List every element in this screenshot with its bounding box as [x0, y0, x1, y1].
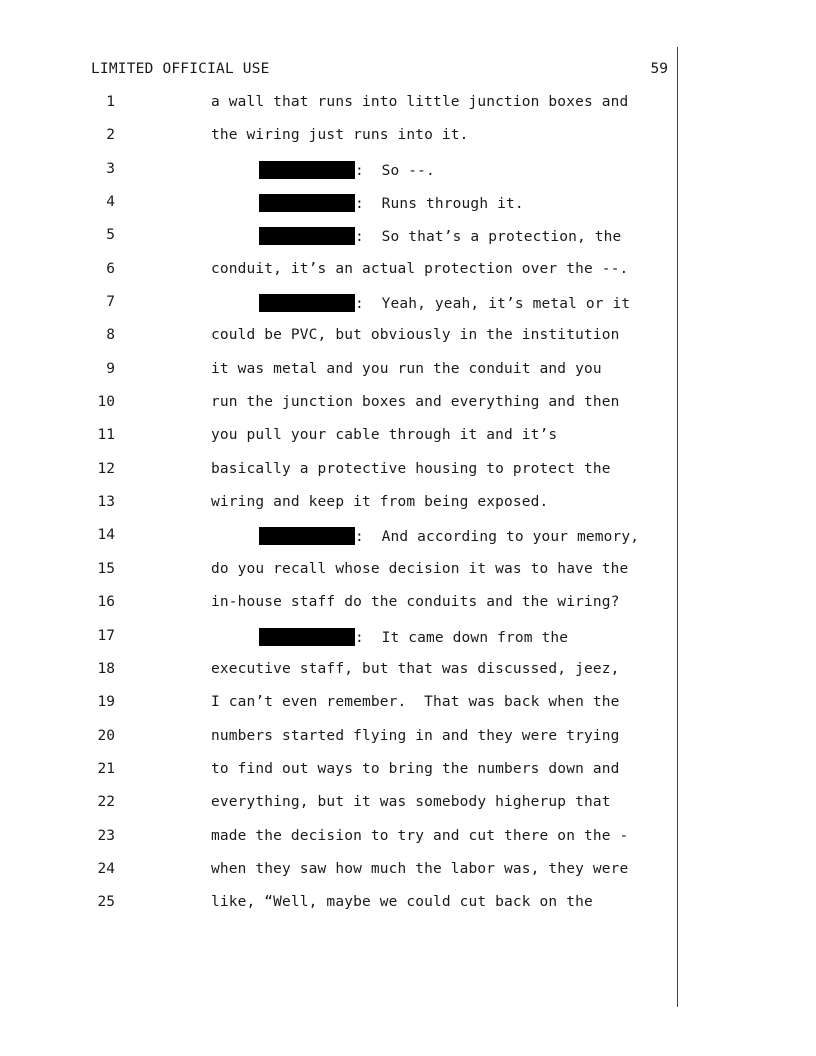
line-number: 13	[97, 494, 115, 511]
line-content: conduit, it’s an actual protection over the --.	[211, 260, 629, 277]
line-number: 17	[97, 627, 115, 644]
line-number: 22	[97, 794, 115, 811]
transcript-line	[0, 459, 816, 492]
line-number: 14	[97, 527, 115, 544]
line-content: : Runs through it.	[355, 196, 524, 213]
line-text	[211, 461, 611, 477]
line-number: 15	[97, 560, 115, 577]
redacted-speaker-name	[259, 227, 355, 245]
transcript-line	[0, 359, 816, 392]
transcript-line	[0, 692, 816, 725]
speaker-line	[259, 227, 621, 245]
line-content: in-house staff do the conduits and the wiring?	[211, 594, 620, 611]
line-content: the wiring just runs into it.	[211, 127, 469, 144]
line-content: run the junction boxes and everything and then	[211, 394, 620, 411]
speaker-line	[259, 628, 568, 646]
transcript-line	[0, 259, 816, 292]
transcript-line	[0, 726, 816, 759]
line-number: 21	[97, 760, 115, 777]
line-number: 6	[106, 260, 115, 277]
transcript-line	[0, 392, 816, 425]
line-content: basically a protective housing to protect the	[211, 460, 611, 477]
line-text	[211, 728, 619, 744]
transcript-body	[0, 92, 816, 926]
transcript-line	[0, 425, 816, 458]
line-number: 9	[106, 360, 115, 377]
line-text	[211, 894, 593, 910]
page-number: 59	[650, 61, 668, 77]
transcript-line	[0, 92, 816, 125]
redacted-speaker-name	[259, 628, 355, 646]
transcript-line	[0, 559, 816, 592]
line-text	[211, 828, 628, 844]
redacted-speaker-name	[259, 527, 355, 545]
transcript-line	[0, 859, 816, 892]
line-text	[211, 861, 628, 877]
line-number: 16	[97, 594, 115, 611]
line-text	[211, 794, 611, 810]
line-content: : And according to your memory,	[355, 529, 640, 546]
line-number: 4	[106, 194, 115, 211]
line-number: 3	[106, 160, 115, 177]
transcript-line	[0, 225, 816, 258]
line-content: when they saw how much the labor was, they were	[211, 860, 629, 877]
speaker-line	[259, 527, 639, 545]
line-number: 7	[106, 294, 115, 311]
transcript-line	[0, 292, 816, 325]
speaker-line	[259, 194, 524, 212]
line-content: like, “Well, maybe we could cut back on the	[211, 894, 593, 911]
line-content: could be PVC, but obviously in the institution	[211, 327, 620, 344]
transcript-line	[0, 525, 816, 558]
transcript-line	[0, 159, 816, 192]
line-number: 11	[97, 427, 115, 444]
line-content: : Yeah, yeah, it’s metal or it	[355, 296, 631, 313]
line-number: 20	[97, 727, 115, 744]
redacted-speaker-name	[259, 161, 355, 179]
classification-header: LIMITED OFFICIAL USE	[91, 61, 270, 77]
line-number: 19	[97, 694, 115, 711]
line-number: 25	[97, 894, 115, 911]
transcript-line	[0, 192, 816, 225]
line-content: everything, but it was somebody higherup that	[211, 794, 611, 811]
line-number: 8	[106, 327, 115, 344]
line-text	[211, 127, 469, 143]
speaker-line	[259, 294, 630, 312]
line-number: 24	[97, 860, 115, 877]
line-text	[211, 661, 619, 677]
line-text	[211, 494, 548, 510]
line-content: executive staff, but that was discussed, jeez,	[211, 660, 620, 677]
line-content: : So that’s a protection, the	[355, 229, 622, 246]
redacted-speaker-name	[259, 194, 355, 212]
line-text	[211, 761, 619, 777]
line-number: 2	[106, 127, 115, 144]
line-content: do you recall whose decision it was to have the	[211, 560, 629, 577]
line-content: to find out ways to bring the numbers down and	[211, 760, 620, 777]
transcript-line	[0, 759, 816, 792]
line-text	[211, 694, 619, 710]
line-number: 12	[97, 460, 115, 477]
transcript-line	[0, 892, 816, 925]
transcript-line	[0, 125, 816, 158]
line-number: 1	[106, 94, 115, 110]
speaker-line	[259, 161, 435, 179]
line-content: a wall that runs into little junction boxes and	[211, 94, 629, 110]
transcript-line	[0, 659, 816, 692]
line-number: 10	[97, 394, 115, 411]
line-content: made the decision to try and cut there on the -	[211, 827, 629, 844]
transcript-line	[0, 592, 816, 625]
line-text	[211, 594, 619, 610]
line-text	[211, 261, 628, 277]
transcript-line	[0, 792, 816, 825]
line-number: 5	[106, 227, 115, 244]
line-text	[211, 327, 619, 343]
transcript-line	[0, 325, 816, 358]
line-text	[211, 94, 628, 110]
line-text	[211, 394, 619, 410]
line-content: numbers started flying in and they were trying	[211, 727, 620, 744]
redacted-speaker-name	[259, 294, 355, 312]
line-number: 18	[97, 660, 115, 677]
line-text	[211, 361, 602, 377]
line-content: it was metal and you run the conduit and you	[211, 360, 602, 377]
line-content: : So --.	[355, 162, 435, 179]
line-content: : It came down from the	[355, 629, 569, 646]
line-text	[211, 427, 557, 443]
line-text	[211, 561, 628, 577]
transcript-line	[0, 626, 816, 659]
line-content: wiring and keep it from being exposed.	[211, 494, 549, 511]
line-content: you pull your cable through it and it’s	[211, 427, 558, 444]
transcript-line	[0, 826, 816, 859]
line-number: 23	[97, 827, 115, 844]
line-content: I can’t even remember. That was back when the	[211, 694, 620, 711]
transcript-line	[0, 492, 816, 525]
